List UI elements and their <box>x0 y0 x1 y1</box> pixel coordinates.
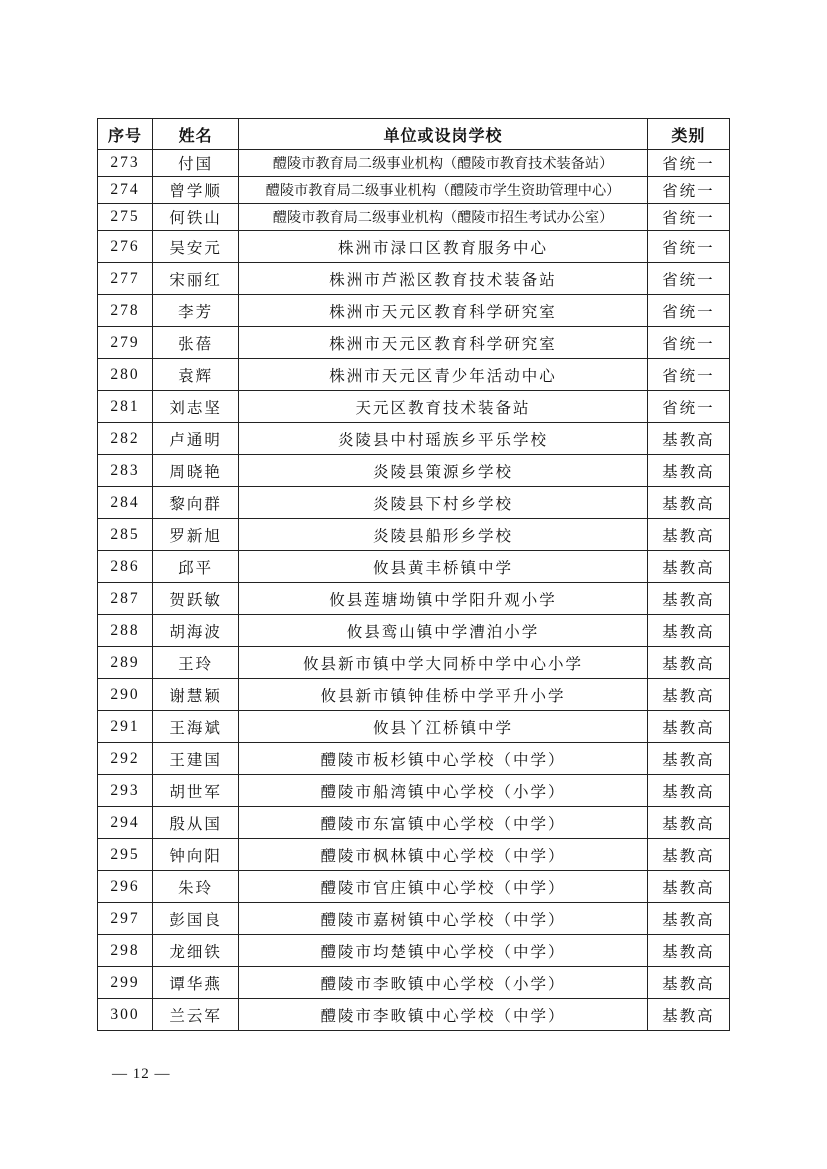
cell-unit: 醴陵市李畋镇中心学校（中学） <box>239 999 648 1031</box>
cell-serial-number: 297 <box>98 903 153 935</box>
cell-name: 宋丽红 <box>153 263 239 295</box>
cell-name: 王建国 <box>153 743 239 775</box>
table-row <box>98 263 730 295</box>
cell-unit: 株洲市芦淞区教育技术装备站 <box>239 263 648 295</box>
cell-category: 省统一 <box>647 359 729 391</box>
table-row <box>98 204 730 231</box>
cell-serial-number: 300 <box>98 999 153 1031</box>
cell-serial-number: 295 <box>98 839 153 871</box>
cell-unit: 炎陵县策源乡学校 <box>239 455 648 487</box>
cell-name: 王玲 <box>153 647 239 679</box>
cell-category: 省统一 <box>647 391 729 423</box>
cell-name: 罗新旭 <box>153 519 239 551</box>
cell-serial-number: 278 <box>98 295 153 327</box>
cell-name: 吴安元 <box>153 231 239 263</box>
cell-unit: 攸县新市镇中学大同桥中学中心小学 <box>239 647 648 679</box>
table-row <box>98 150 730 177</box>
cell-name: 袁辉 <box>153 359 239 391</box>
cell-category: 基教高 <box>647 711 729 743</box>
table-row <box>98 935 730 967</box>
cell-unit: 株洲市天元区青少年活动中心 <box>239 359 648 391</box>
cell-serial-number: 275 <box>98 204 153 231</box>
cell-serial-number: 298 <box>98 935 153 967</box>
cell-unit: 攸县新市镇钟佳桥中学平升小学 <box>239 679 648 711</box>
cell-category: 省统一 <box>647 327 729 359</box>
cell-category: 基教高 <box>647 615 729 647</box>
cell-category: 省统一 <box>647 150 729 177</box>
table-row <box>98 999 730 1031</box>
cell-serial-number: 277 <box>98 263 153 295</box>
cell-unit: 攸县鸾山镇中学漕泊小学 <box>239 615 648 647</box>
cell-category: 基教高 <box>647 487 729 519</box>
table-row <box>98 359 730 391</box>
table-row <box>98 327 730 359</box>
cell-category: 基教高 <box>647 871 729 903</box>
cell-serial-number: 288 <box>98 615 153 647</box>
table-row <box>98 423 730 455</box>
table-row <box>98 519 730 551</box>
cell-serial-number: 299 <box>98 967 153 999</box>
header-name: 姓名 <box>153 119 239 150</box>
cell-serial-number: 285 <box>98 519 153 551</box>
cell-category: 基教高 <box>647 999 729 1031</box>
cell-category: 基教高 <box>647 647 729 679</box>
cell-serial-number: 296 <box>98 871 153 903</box>
cell-category: 基教高 <box>647 903 729 935</box>
cell-category: 省统一 <box>647 295 729 327</box>
cell-serial-number: 293 <box>98 775 153 807</box>
table-row <box>98 807 730 839</box>
cell-unit: 株洲市天元区教育科学研究室 <box>239 327 648 359</box>
header-serial-number: 序号 <box>98 119 153 150</box>
table-row <box>98 679 730 711</box>
cell-unit: 醴陵市东富镇中心学校（中学） <box>239 807 648 839</box>
cell-serial-number: 280 <box>98 359 153 391</box>
cell-serial-number: 279 <box>98 327 153 359</box>
cell-name: 付国 <box>153 150 239 177</box>
cell-category: 基教高 <box>647 455 729 487</box>
table-row <box>98 295 730 327</box>
cell-name: 何铁山 <box>153 204 239 231</box>
cell-name: 邱平 <box>153 551 239 583</box>
cell-name: 彭国良 <box>153 903 239 935</box>
table-row <box>98 615 730 647</box>
cell-serial-number: 276 <box>98 231 153 263</box>
cell-serial-number: 273 <box>98 150 153 177</box>
cell-name: 刘志坚 <box>153 391 239 423</box>
cell-serial-number: 294 <box>98 807 153 839</box>
cell-name: 龙细铁 <box>153 935 239 967</box>
cell-category: 基教高 <box>647 551 729 583</box>
cell-serial-number: 292 <box>98 743 153 775</box>
header-unit: 单位或设岗学校 <box>239 119 648 150</box>
cell-unit: 醴陵市李畋镇中心学校（小学） <box>239 967 648 999</box>
cell-unit: 醴陵市教育局二级事业机构（醴陵市学生资助管理中心） <box>239 177 648 204</box>
cell-serial-number: 282 <box>98 423 153 455</box>
table-row <box>98 711 730 743</box>
cell-category: 基教高 <box>647 935 729 967</box>
cell-name: 兰云军 <box>153 999 239 1031</box>
cell-category: 基教高 <box>647 839 729 871</box>
cell-unit: 炎陵县中村瑶族乡平乐学校 <box>239 423 648 455</box>
cell-category: 基教高 <box>647 519 729 551</box>
cell-category: 基教高 <box>647 423 729 455</box>
table-row <box>98 967 730 999</box>
cell-unit: 炎陵县船形乡学校 <box>239 519 648 551</box>
cell-name: 贺跃敏 <box>153 583 239 615</box>
cell-unit: 醴陵市船湾镇中心学校（小学） <box>239 775 648 807</box>
cell-serial-number: 290 <box>98 679 153 711</box>
cell-name: 张蓓 <box>153 327 239 359</box>
cell-unit: 醴陵市教育局二级事业机构（醴陵市招生考试办公室） <box>239 204 648 231</box>
cell-unit: 攸县莲塘坳镇中学阳升观小学 <box>239 583 648 615</box>
cell-unit: 天元区教育技术装备站 <box>239 391 648 423</box>
table-row <box>98 743 730 775</box>
cell-unit: 醴陵市官庄镇中心学校（中学） <box>239 871 648 903</box>
cell-name: 殷从国 <box>153 807 239 839</box>
cell-serial-number: 284 <box>98 487 153 519</box>
cell-unit: 醴陵市板杉镇中心学校（中学） <box>239 743 648 775</box>
cell-category: 基教高 <box>647 583 729 615</box>
table-row <box>98 391 730 423</box>
cell-name: 周晓艳 <box>153 455 239 487</box>
cell-name: 王海斌 <box>153 711 239 743</box>
table-row <box>98 551 730 583</box>
cell-category: 省统一 <box>647 177 729 204</box>
table-row <box>98 647 730 679</box>
cell-serial-number: 287 <box>98 583 153 615</box>
cell-name: 卢通明 <box>153 423 239 455</box>
table-row <box>98 903 730 935</box>
cell-name: 胡海波 <box>153 615 239 647</box>
cell-unit: 炎陵县下村乡学校 <box>239 487 648 519</box>
cell-serial-number: 281 <box>98 391 153 423</box>
cell-serial-number: 289 <box>98 647 153 679</box>
cell-serial-number: 274 <box>98 177 153 204</box>
cell-unit: 醴陵市教育局二级事业机构（醴陵市教育技术装备站） <box>239 150 648 177</box>
table-row <box>98 177 730 204</box>
table-row <box>98 871 730 903</box>
cell-serial-number: 283 <box>98 455 153 487</box>
table-header-row <box>98 119 730 150</box>
cell-unit: 株洲市渌口区教育服务中心 <box>239 231 648 263</box>
cell-name: 李芳 <box>153 295 239 327</box>
table-body <box>98 150 730 1031</box>
cell-unit: 攸县黄丰桥镇中学 <box>239 551 648 583</box>
cell-name: 谢慧颖 <box>153 679 239 711</box>
cell-category: 基教高 <box>647 807 729 839</box>
cell-unit: 醴陵市嘉树镇中心学校（中学） <box>239 903 648 935</box>
cell-name: 曾学顺 <box>153 177 239 204</box>
header-category: 类别 <box>647 119 729 150</box>
table-row <box>98 487 730 519</box>
cell-unit: 株洲市天元区教育科学研究室 <box>239 295 648 327</box>
cell-category: 基教高 <box>647 775 729 807</box>
table-row <box>98 839 730 871</box>
cell-unit: 攸县丫江桥镇中学 <box>239 711 648 743</box>
cell-category: 省统一 <box>647 263 729 295</box>
cell-name: 钟向阳 <box>153 839 239 871</box>
table-row <box>98 455 730 487</box>
table-row <box>98 231 730 263</box>
cell-serial-number: 291 <box>98 711 153 743</box>
cell-name: 朱玲 <box>153 871 239 903</box>
table-row <box>98 583 730 615</box>
cell-serial-number: 286 <box>98 551 153 583</box>
cell-unit: 醴陵市均楚镇中心学校（中学） <box>239 935 648 967</box>
roster-table <box>97 118 730 1031</box>
cell-category: 基教高 <box>647 743 729 775</box>
cell-name: 胡世军 <box>153 775 239 807</box>
cell-category: 基教高 <box>647 967 729 999</box>
cell-category: 省统一 <box>647 231 729 263</box>
cell-unit: 醴陵市枫林镇中心学校（中学） <box>239 839 648 871</box>
cell-category: 省统一 <box>647 204 729 231</box>
cell-category: 基教高 <box>647 679 729 711</box>
cell-name: 黎向群 <box>153 487 239 519</box>
page-number: — 12 — <box>112 1066 171 1082</box>
cell-name: 谭华燕 <box>153 967 239 999</box>
table-row <box>98 775 730 807</box>
